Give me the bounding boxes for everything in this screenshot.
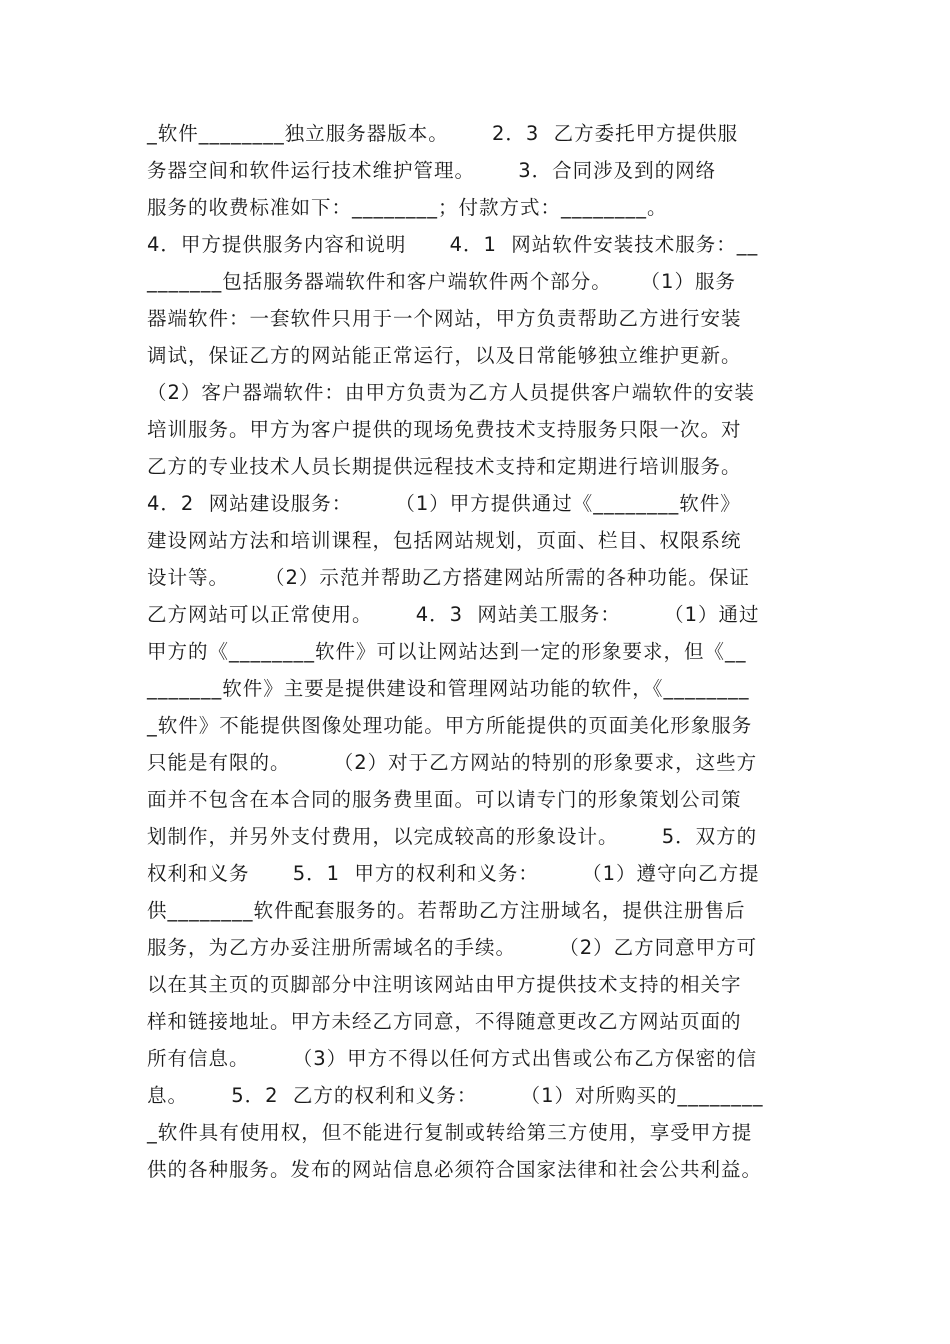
text-line: _______软件》主要是提供建设和管理网站功能的软件，《________ — [147, 677, 750, 700]
text-line: 以在其主页的页脚部分中注明该网站由甲方提供技术支持的相关字 — [147, 973, 742, 996]
text-line: 甲方的《________软件》可以让网站达到一定的形象要求，但《__ — [147, 640, 747, 663]
text-line: 乙方的专业技术人员长期提供远程技术支持和定期进行培训服务。 — [147, 455, 742, 478]
text-line: 息。 5．2 乙方的权利和义务： （1）对所购买的________ — [147, 1084, 764, 1107]
text-line: 供的各种服务。发布的网站信息必须符合国家法律和社会公共利益。 — [147, 1158, 763, 1181]
text-line: 样和链接地址。甲方未经乙方同意，不得随意更改乙方网站页面的 — [147, 1010, 742, 1033]
text-line: （2）客户器端软件：由甲方负责为乙方人员提供客户端软件的安装 — [147, 381, 755, 404]
text-line: 供________软件配套服务的。若帮助乙方注册域名，提供注册售后 — [147, 899, 746, 922]
text-line: 培训服务。甲方为客户提供的现场免费技术支持服务只限一次。对 — [147, 418, 742, 441]
text-line: 设计等。 （2）示范并帮助乙方搭建网站所需的各种功能。保证 — [147, 566, 750, 589]
text-line: 只能是有限的。 （2）对于乙方网站的特别的形象要求，这些方 — [147, 751, 758, 774]
text-line: 调试，保证乙方的网站能正常运行，以及日常能够独立维护更新。 — [147, 344, 742, 367]
text-line: _软件________独立服务器版本。 2．3 乙方委托甲方提供服 — [147, 122, 739, 145]
text-line: _软件具有使用权，但不能进行复制或转给第三方使用，享受甲方提 — [147, 1121, 753, 1144]
text-line: 器端软件：一套软件只用于一个网站，甲方负责帮助乙方进行安装 — [147, 307, 742, 330]
text-line: 务器空间和软件运行技术维护管理。 3．合同涉及到的网络 — [147, 159, 717, 182]
text-line: _软件》不能提供图像处理功能。甲方所能提供的页面美化形象服务 — [147, 714, 753, 737]
text-line: 面并不包含在本合同的服务费里面。可以请专门的形象策划公司策 — [147, 788, 742, 811]
text-line: 权利和义务 5．1 甲方的权利和义务： （1）遵守向乙方提 — [147, 862, 760, 885]
text-line: 4．2 网站建设服务： （1）甲方提供通过《________软件》 — [147, 492, 741, 515]
text-line: _______包括服务器端软件和客户端软件两个部分。 （1）服务 — [147, 270, 736, 293]
text-line: 建设网站方法和培训课程，包括网站规划，页面、栏目、权限系统 — [147, 529, 742, 552]
text-line: 划制作，并另外支付费用，以完成较高的形象设计。 5．双方的 — [147, 825, 758, 848]
text-line: 所有信息。 （3）甲方不得以任何方式出售或公布乙方保密的信 — [147, 1047, 758, 1070]
text-line: 服务的收费标准如下：________；付款方式：________。 — [147, 196, 668, 219]
text-line: 4．甲方提供服务内容和说明 4．1 网站软件安装技术服务：__ — [147, 233, 759, 256]
text-line: 服务，为乙方办妥注册所需域名的手续。 （2）乙方同意甲方可 — [147, 936, 758, 959]
text-line: 乙方网站可以正常使用。 4．3 网站美工服务： （1）通过 — [147, 603, 760, 626]
contract-body-text — [147, 115, 827, 1188]
